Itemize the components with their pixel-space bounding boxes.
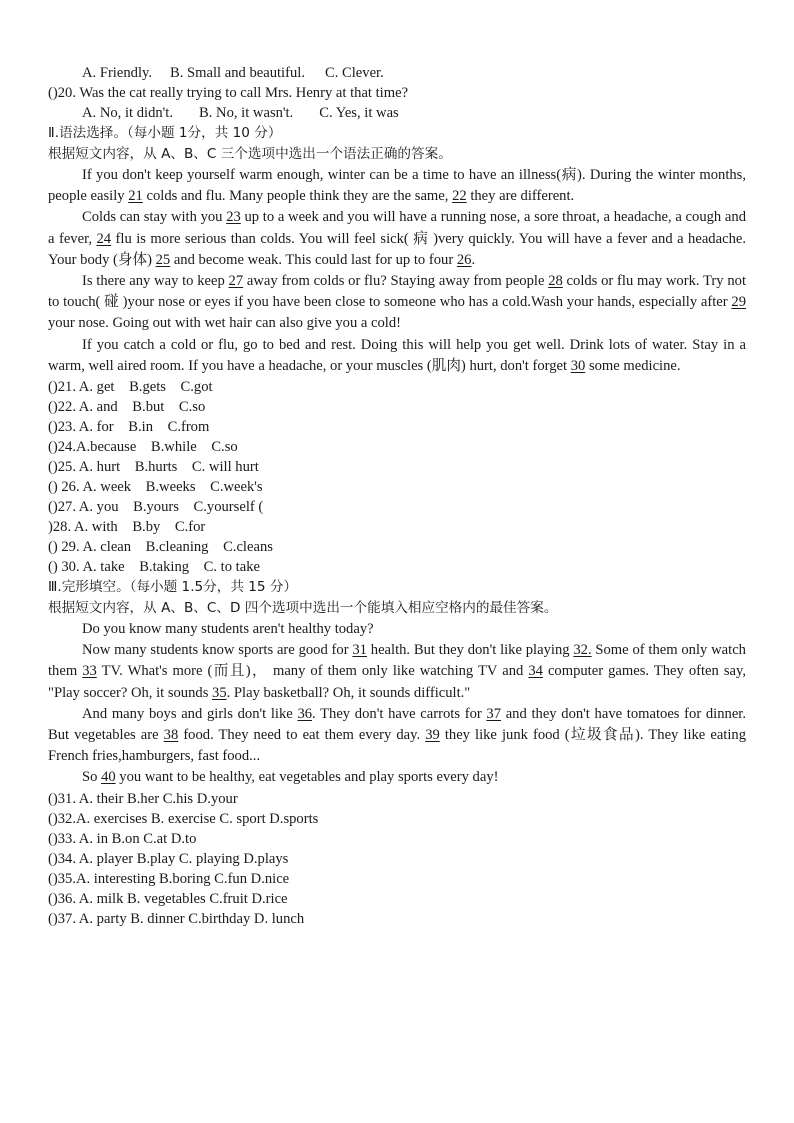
question-29: () 29. A. clean B.cleaning C.cleans [48, 539, 273, 556]
question-28: )28. A. with B.by C.for [48, 519, 206, 536]
question-21: ()21. A. get B.gets C.got [48, 379, 213, 396]
blank-39: 39 [425, 727, 440, 744]
section3-paragraph-1: Now many students know sports are good for 31 health. But they don't like playing 32. Some of them only watch them 33 TV. What's more (而且)， many of them only like watching TV and 34 computer games. They often say, "Play soccer? Oh, it sounds 35. Play basketball? Oh, it sounds difficult." [48, 642, 746, 701]
question-33: ()33. A. in B.on C.at D.to [48, 830, 197, 847]
blank-31: 31 [352, 642, 367, 659]
q20-option-b: B. No, it wasn't. [199, 105, 294, 121]
question-34: ()34. A. player B.play C. playing D.plays [48, 850, 289, 867]
question-26: () 26. A. week B.weeks C.week's [48, 479, 263, 496]
blank-22: 22 [452, 188, 467, 205]
blank-28: 28 [548, 273, 563, 290]
section2-paragraph-1: If you don't keep yourself warm enough, winter can be a time to have an illness(病). During the winter months, people easily 21 colds and flu. Many people think they are the same, 22 they are different. [48, 167, 746, 205]
blank-37: 37 [486, 705, 502, 722]
exam-page [48, 63, 746, 929]
blank-23: 23 [226, 209, 241, 226]
blank-40: 40 [101, 769, 116, 786]
q19-options [48, 63, 746, 83]
blank-27: 27 [228, 273, 244, 290]
blank-38: 38 [163, 727, 179, 744]
q20-option-a: A. No, it didn't. [82, 105, 174, 121]
question-27: ()27. A. you B.yours C.yourself ( [48, 499, 264, 516]
q19-option-a: A. Friendly. [82, 65, 152, 81]
q20-options [48, 103, 746, 123]
question-32: ()32.A. exercises B. exercise C. sport D.sports [48, 810, 319, 827]
question-36: ()36. A. milk B. vegetables C.fruit D.rice [48, 890, 288, 907]
section2-paragraph-2: Colds can stay with you 23 up to a week and you will have a running nose, a sore throat, a headache, a cough and a fever, 24 flu is more serious than colds. You will feel sick( 病 )very quickly. You will have a fever and a headache. Your body (身体) 25 and become weak. This could last for up to four 26. [48, 209, 746, 268]
section3-heading: Ⅲ.完形填空。（每小题 1.5分，共 15 分） [48, 579, 298, 596]
question-24: ()24.A.because B.while C.so [48, 439, 238, 456]
question-23: ()23. A. for B.in C.from [48, 419, 210, 436]
question-22: ()22. A. and B.but C.so [48, 399, 206, 416]
blank-32: 32. [573, 642, 592, 659]
blank-24: 24 [96, 230, 112, 247]
blank-29: 29 [731, 294, 746, 311]
section2-heading: Ⅱ.语法选择。（每小题 1分，共 10 分） [48, 125, 282, 141]
q19-option-b: B. Small and beautiful. [170, 65, 305, 81]
blank-33: 33 [82, 663, 97, 680]
section2-instruction: 根据短文内容，从 A、B、C 三个选项中选出一个语法正确的答案。 [48, 146, 452, 162]
section3-paragraph-2: And many boys and girls don't like 36. They don't have carrots for 37 and they don't have tomatoes for dinner. But vegetables are 38 food. They need to eat them every day. 39 they like junk food (垃圾食品). They like eating French fries,hamburgers, fast food... [48, 705, 747, 765]
question-30: () 30. A. take B.taking C. to take [48, 559, 260, 576]
blank-21: 21 [128, 188, 143, 205]
blank-30: 30 [570, 357, 586, 374]
blank-25: 25 [155, 251, 171, 268]
question-25: ()25. A. hurt B.hurts C. will hurt [48, 459, 259, 476]
section3-paragraph-3: So 40 you want to be healthy, eat vegetables and play sports every day! [82, 769, 499, 786]
section3-instruction: 根据短文内容，从 A、B、C、D 四个选项中选出一个能填入相应空格内的最佳答案。 [48, 600, 558, 617]
blank-34: 34 [528, 663, 543, 680]
blank-35: 35 [212, 684, 227, 701]
blank-26: 26 [456, 251, 472, 268]
question-35: ()35.A. interesting B.boring C.fun D.nice [48, 870, 290, 887]
q20-option-c: C. Yes, it was [319, 105, 399, 121]
q19-option-c: C. Clever. [324, 65, 384, 81]
blank-36: 36 [297, 705, 313, 722]
question-37: ()37. A. party B. dinner C.birthday D. lunch [48, 910, 305, 927]
section2-paragraph-4: If you catch a cold or flu, go to bed and rest. Doing this will help you get well. Drink lots of water. Stay in a warm, well aired room. If you have a headache, or your muscles (肌肉) hurt, don't forget 30 some medicine. [48, 336, 746, 374]
section3-paragraph-0: Do you know many students aren't healthy today? [82, 621, 374, 638]
q20-stem: ()20. Was the cat really trying to call Mrs. Henry at that time? [48, 85, 409, 101]
question-31: ()31. A. their B.her C.his D.your [48, 790, 238, 807]
section2-paragraph-3: Is there any way to keep 27 away from colds or flu? Staying away from people 28 colds or flu may work. Try not to touch( 碰 )your nose or eyes if you have been close to someone who has a cold.Wash your hands, especially after 29 your nose. Going out with wet hair can also give you a cold! [48, 273, 746, 332]
